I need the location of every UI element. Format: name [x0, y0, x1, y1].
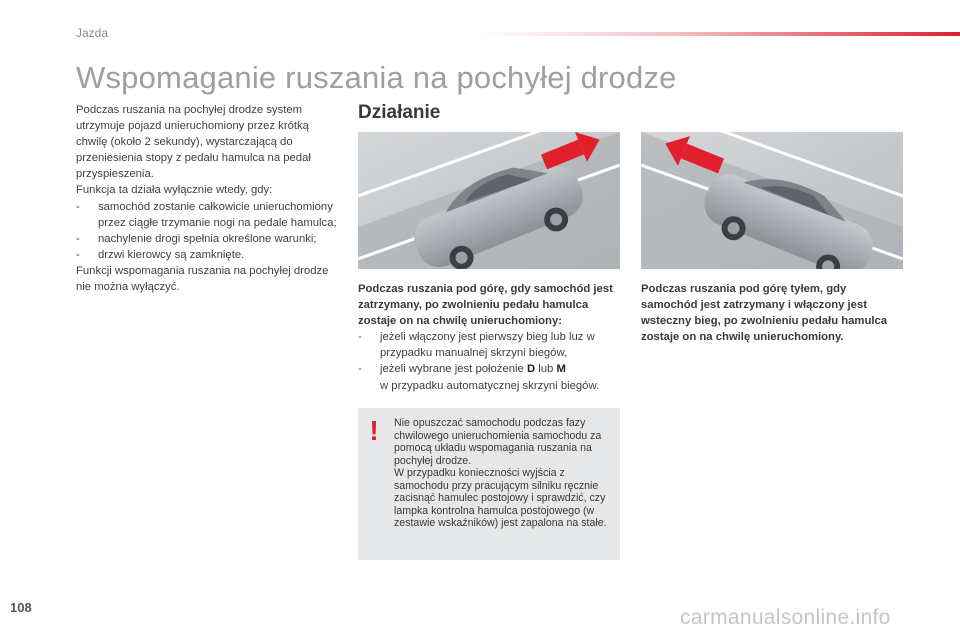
condition-item: - drzwi kierowcy są zamknięte.: [76, 247, 341, 263]
site-watermark: carmanualsonline.info: [680, 606, 891, 629]
uphill-description: [358, 281, 628, 394]
warning-box: [358, 408, 620, 560]
warning-text: [394, 417, 616, 530]
gear-d-label: D: [526, 363, 536, 376]
uphill-condition-item: - jeżeli włączony jest pierwszy bieg lub luz w przypadku manualnej skrzyni biegów,: [358, 331, 595, 360]
page-number: 108: [10, 600, 32, 615]
left-column: [76, 102, 341, 295]
section-header: Jazda: [76, 26, 109, 40]
section-title: Działanie: [358, 102, 441, 123]
reverse-start-illustration: [641, 132, 903, 269]
intro-paragraph: Podczas ruszania na pochyłej drodze system utrzymuje pojazd unieruchomiony przez krótką chwilę (około 2 sekundy), wystarczającą do przeniesienia stopy z pedału hamulca na pedał przyspieszenia.: [76, 104, 311, 181]
dash-bullet: -: [76, 232, 80, 245]
dash-bullet: -: [358, 331, 362, 344]
car-reverse-drawing: [641, 132, 903, 269]
outro-paragraph: Funkcji wspomagania ruszania na pochyłej drodze nie można wyłączyć.: [76, 264, 329, 294]
dash-bullet: -: [76, 200, 80, 213]
car-uphill-drawing: [358, 132, 620, 269]
dash-bullet: -: [358, 363, 362, 376]
uphill-caption: Podczas ruszania pod górę, gdy samochód jest zatrzymany, po zwolnieniu pedału hamulca zostaje on na chwilę unieruchomiony:: [358, 283, 613, 328]
page-title: Wspomaganie ruszania na pochyłej drodze: [76, 60, 677, 95]
dash-bullet: -: [76, 248, 80, 261]
reverse-caption: Podczas ruszania pod górę tyłem, gdy samochód jest zatrzymany i włączony jest wsteczny bieg, po zwolnieniu pedału hamulca zostaje on na chwilę unieruchomiony.: [641, 283, 888, 344]
header-accent-line: [480, 32, 960, 36]
warning-line: W przypadku konieczności wyjścia z samochodu przy pracującym silniku ręcznie zacisnąć hamulec postojowy i sprawdzić, czy lampka kontrolna hamulca postojowego (w zestawie wskaźników) jest zapalona na stałe.: [394, 467, 607, 529]
warning-icon: !: [369, 415, 379, 446]
condition-item: - nachylenie drogi spełnia określone warunki;: [76, 231, 341, 247]
warning-line: Nie opuszczać samochodu podczas fazy chwilowego unieruchomienia samochodu za pomocą układu wspomagania ruszania na pochyłej drodze.: [394, 417, 602, 467]
gear-m-label: M: [556, 363, 566, 376]
uphill-start-illustration: [358, 132, 620, 269]
uphill-condition-item: - jeżeli wybrane jest położenie D lub M w przypadku automatycznej skrzyni biegów.: [358, 363, 600, 392]
condition-item: - samochód zostanie całkowicie unieruchomiony przez ciągłe trzymanie nogi na pedale hamulca;: [76, 200, 337, 229]
conditions-intro: Funkcja ta działa wyłącznie wtedy, gdy:: [76, 184, 273, 197]
